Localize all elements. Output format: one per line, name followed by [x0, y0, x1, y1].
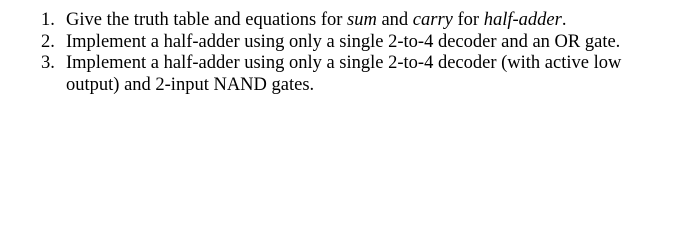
question-number: 2.	[41, 31, 55, 52]
text-run: for	[452, 10, 484, 30]
question-text-line-2: output) and 2-input NAND gates.	[66, 74, 315, 95]
question-item-1	[41, 10, 661, 32]
question-text	[66, 10, 661, 32]
text-run: .	[561, 10, 567, 30]
question-list	[41, 10, 661, 96]
question-text: Implement a half-adder using only a single 2-to-4 decoder and an OR gate.	[66, 31, 621, 52]
question-item-3	[41, 53, 661, 96]
term-sum: sum	[347, 10, 377, 30]
text-run: and	[376, 10, 413, 30]
question-number: 1.	[41, 10, 55, 30]
question-text-line-1: Implement a half-adder using only a single 2-to-4 decoder (with active low	[66, 53, 622, 73]
term-half-adder: half-adder	[483, 10, 562, 30]
term-carry: carry	[412, 10, 453, 30]
text-run: Give the truth table and equations for	[66, 10, 348, 30]
question-number: 3.	[41, 53, 55, 73]
question-item-2	[41, 32, 661, 54]
